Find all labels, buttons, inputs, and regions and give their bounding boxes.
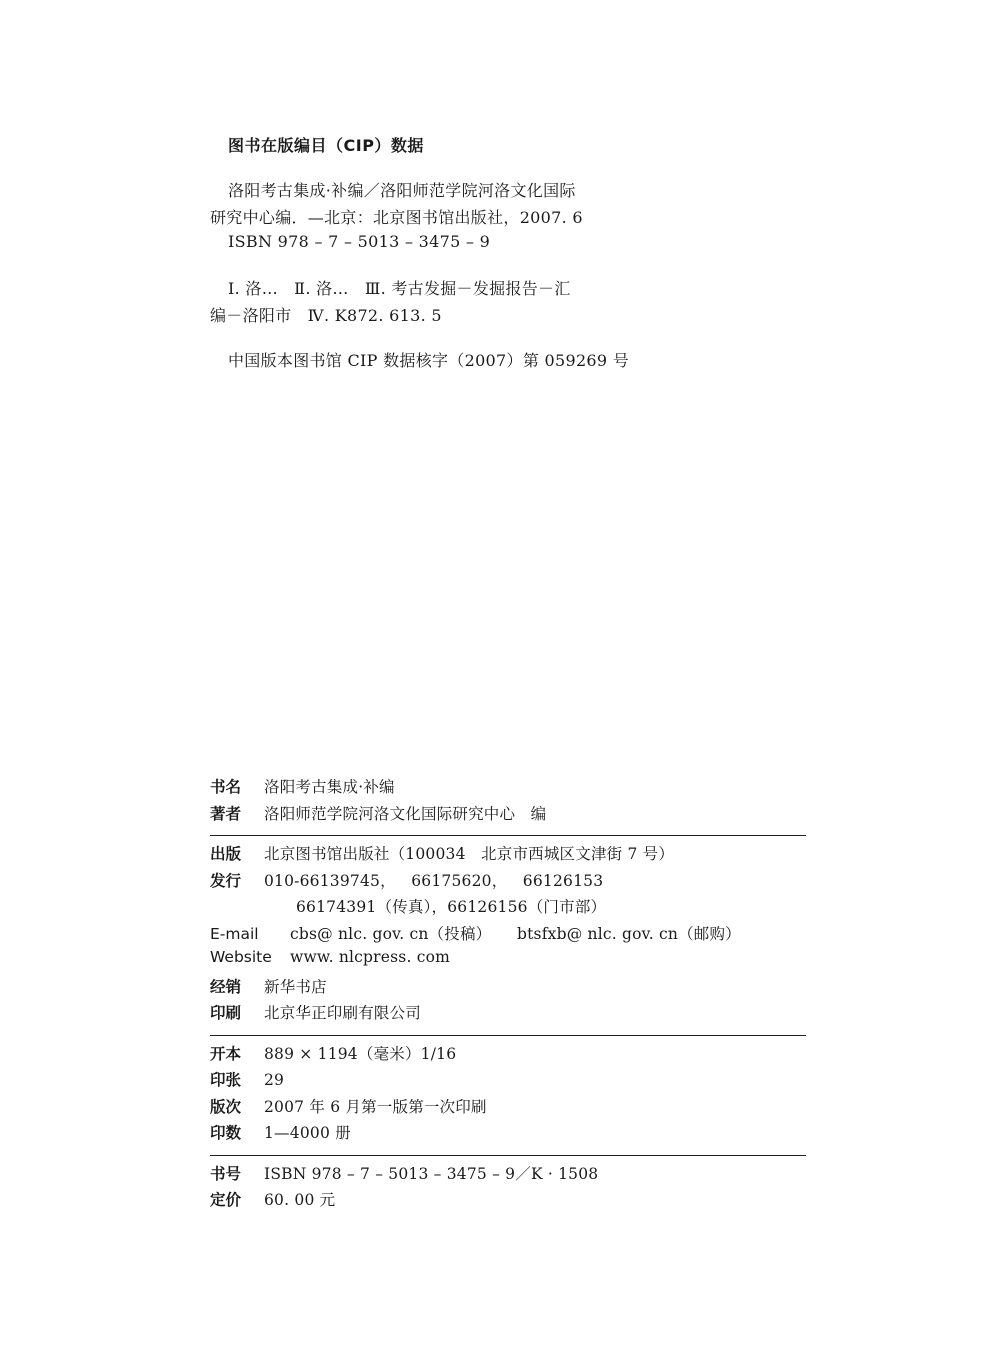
publisher-row — [210, 842, 806, 869]
distribution-phones: 010-66139745， 66175620， 66126153 — [264, 871, 604, 890]
cip-isbn: ISBN 978 – 7 – 5013 – 3475 – 9 — [228, 232, 491, 251]
price-value: 60. 00 元 — [264, 1191, 336, 1209]
divider — [210, 1035, 806, 1036]
sheets-value: 29 — [264, 1071, 285, 1089]
cip-title: 图书在版编目（CIP）数据 — [228, 136, 424, 155]
printer-row — [210, 1001, 806, 1028]
seller-row — [210, 975, 806, 1002]
distribution-fax: 66174391（传真），66126156（门市部） — [296, 898, 607, 916]
seller-label: 经销 — [210, 977, 242, 996]
distribution-row — [210, 869, 806, 896]
divider — [210, 1155, 806, 1156]
book-number-value: ISBN 978 – 7 – 5013 – 3475 – 9／K · 1508 — [264, 1164, 599, 1183]
book-title-label: 书名 — [210, 778, 242, 796]
printer-value: 北京华正印刷有限公司 — [264, 1004, 422, 1022]
book-title-row — [210, 775, 806, 802]
print-run-row — [210, 1121, 806, 1148]
print-run-value: 1—4000 册 — [264, 1124, 351, 1142]
format-row — [210, 1042, 806, 1069]
sheets-label: 印张 — [210, 1071, 242, 1089]
edition-label: 版次 — [210, 1097, 242, 1116]
publisher-value: 北京图书馆出版社（100034 北京市西城区文津街 7 号） — [264, 845, 675, 863]
cip-line-2: 研究中心编．—北京：北京图书馆出版社，2007. 6 — [210, 208, 583, 227]
format-label: 开本 — [210, 1044, 242, 1063]
distribution-label: 发行 — [210, 871, 242, 890]
author-row — [210, 802, 806, 829]
website-row — [210, 948, 806, 975]
cip-record-number: 中国版本图书馆 CIP 数据核字（2007）第 059269 号 — [228, 351, 630, 370]
price-row — [210, 1188, 806, 1215]
edition-row — [210, 1095, 806, 1122]
email-value[interactable]: cbs@ nlc. gov. cn（投稿） btsfxb@ nlc. gov. cn（邮购） — [290, 924, 741, 943]
print-run-label: 印数 — [210, 1124, 242, 1142]
seller-value: 新华书店 — [264, 977, 327, 996]
colophon — [210, 775, 806, 1215]
cip-line-1: 洛阳考古集成·补编／洛阳师范学院河洛文化国际 — [228, 181, 576, 200]
format-value: 889 × 1194（毫米）1/16 — [264, 1044, 457, 1063]
printer-label: 印刷 — [210, 1004, 242, 1022]
website-label: Website — [210, 948, 272, 966]
book-number-row — [210, 1162, 806, 1189]
email-label: E-mail — [210, 924, 259, 943]
book-title-value: 洛阳考古集成·补编 — [264, 778, 395, 796]
author-label: 著者 — [210, 804, 242, 823]
distribution-row-2 — [210, 895, 806, 922]
publisher-label: 出版 — [210, 845, 242, 863]
website-link[interactable]: www. nlcpress. com — [290, 948, 451, 966]
book-number-label: 书号 — [210, 1164, 242, 1183]
price-label: 定价 — [210, 1191, 242, 1209]
cip-classification-2: 编－洛阳市 Ⅳ. K872. 613. 5 — [210, 306, 442, 325]
author-value: 洛阳师范学院河洛文化国际研究中心 编 — [264, 804, 547, 823]
email-row — [210, 922, 806, 949]
cip-classification-1: Ⅰ. 洛… Ⅱ. 洛… Ⅲ. 考古发掘－发掘报告－汇 — [228, 279, 571, 298]
sheets-row — [210, 1068, 806, 1095]
divider — [210, 835, 806, 836]
edition-value: 2007 年 6 月第一版第一次印刷 — [264, 1097, 487, 1116]
